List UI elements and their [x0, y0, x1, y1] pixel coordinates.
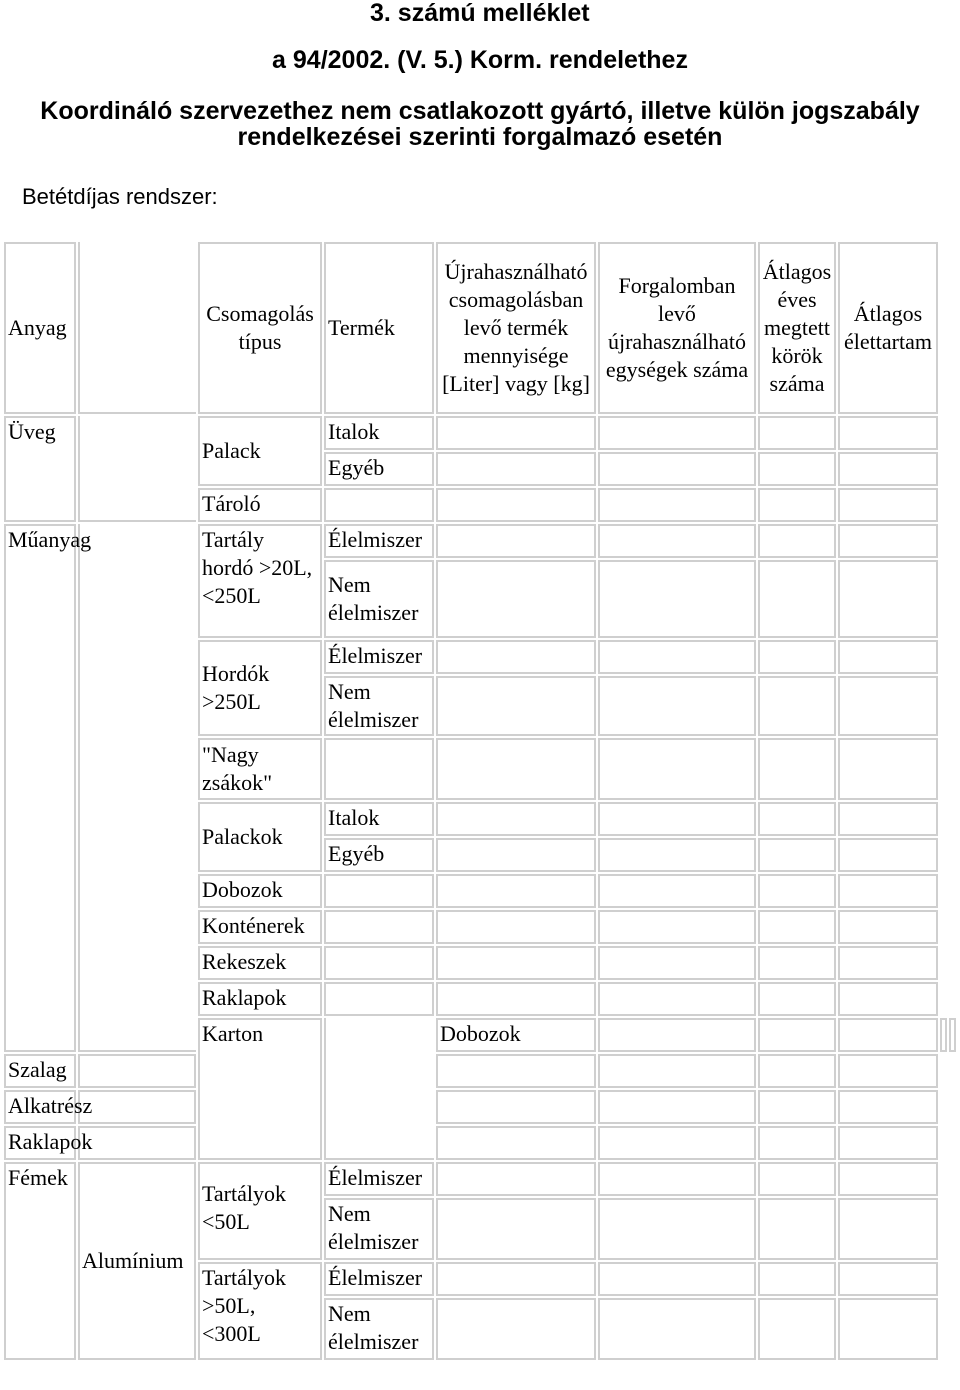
product-italok: Italok [324, 416, 434, 450]
input-cell[interactable] [758, 1198, 836, 1260]
input-cell[interactable] [598, 738, 756, 800]
col-elettartam-header: Átlagos élettartam [838, 242, 938, 414]
input-cell[interactable] [598, 1198, 756, 1260]
col-mennyiseg-header: Újrahasználható csomagolásban levő termék mennyisége [Liter] vagy [kg] [436, 242, 596, 414]
input-cell[interactable] [838, 560, 938, 638]
input-cell[interactable] [436, 1298, 596, 1360]
packaging-kontenerek: Konténerek [198, 910, 322, 944]
empty-cell [324, 738, 434, 800]
empty-cell [324, 946, 434, 980]
packaging-raklapok: Raklapok [198, 982, 322, 1016]
input-cell[interactable] [598, 1262, 756, 1296]
empty-cell [324, 982, 434, 1016]
input-cell[interactable] [598, 874, 756, 908]
input-cell[interactable] [940, 1018, 947, 1052]
empty-cell [78, 416, 196, 522]
input-cell[interactable] [598, 640, 756, 674]
packaging-dobozok: Dobozok [436, 1018, 596, 1052]
product-elelmiszer: Élelmiszer [324, 1262, 434, 1296]
empty-cell [324, 874, 434, 908]
col-csomagolas-header: Csomagolás típus [198, 242, 322, 414]
material-uveg: Üveg [4, 416, 76, 522]
input-cell[interactable] [758, 1298, 836, 1360]
input-cell[interactable] [758, 1090, 836, 1124]
input-cell[interactable] [838, 838, 938, 872]
input-cell[interactable] [838, 676, 938, 736]
input-cell[interactable] [436, 738, 596, 800]
input-cell[interactable] [436, 1090, 596, 1124]
input-cell[interactable] [838, 524, 938, 558]
input-cell[interactable] [758, 1054, 836, 1088]
input-cell[interactable] [598, 1162, 756, 1196]
input-cell[interactable] [838, 874, 938, 908]
input-cell[interactable] [598, 676, 756, 736]
product-egyeb: Egyéb [324, 452, 434, 486]
packaging-szalag: Szalag [4, 1054, 76, 1088]
product-nem-elelmiszer: Nem élelmiszer [324, 1198, 434, 1260]
input-cell[interactable] [838, 1054, 938, 1088]
input-cell[interactable] [838, 1262, 938, 1296]
product-nem-elelmiszer: Nem élelmiszer [324, 560, 434, 638]
empty-cell [78, 1126, 196, 1160]
packaging-tarolo: Tároló [198, 488, 322, 522]
input-cell[interactable] [838, 640, 938, 674]
table-row [4, 416, 956, 450]
input-cell[interactable] [436, 452, 596, 486]
input-cell[interactable] [838, 1162, 938, 1196]
input-cell[interactable] [758, 838, 836, 872]
document-subtitle [0, 98, 960, 150]
input-cell[interactable] [838, 982, 938, 1016]
input-cell[interactable] [758, 524, 836, 558]
input-cell[interactable] [598, 838, 756, 872]
input-cell[interactable] [838, 1018, 938, 1052]
input-cell[interactable] [598, 910, 756, 944]
empty-cell [78, 1090, 196, 1124]
col-anyag-header: Anyag [4, 242, 76, 414]
input-cell[interactable] [436, 524, 596, 558]
input-cell[interactable] [598, 560, 756, 638]
table-row [4, 1126, 956, 1160]
material-femek: Fémek [4, 1162, 76, 1360]
input-cell[interactable] [758, 676, 836, 736]
input-cell[interactable] [598, 524, 756, 558]
input-cell[interactable] [598, 1090, 756, 1124]
input-cell[interactable] [436, 640, 596, 674]
input-cell[interactable] [758, 1262, 836, 1296]
col-korok-header: Átlagos éves megtett körök száma [758, 242, 836, 414]
input-cell[interactable] [838, 738, 938, 800]
input-cell[interactable] [838, 1090, 938, 1124]
input-cell[interactable] [598, 488, 756, 522]
input-cell[interactable] [436, 676, 596, 736]
input-cell[interactable] [758, 946, 836, 980]
col-termek-header: Termék [324, 242, 434, 414]
input-cell[interactable] [436, 910, 596, 944]
empty-cell [78, 524, 196, 1052]
input-cell[interactable] [598, 452, 756, 486]
packaging-tartaly: Tartály hordó >20L, <250L [198, 524, 322, 638]
empty-cell [598, 1018, 756, 1052]
packaging-tartalyok-300: Tartályok >50L, <300L [198, 1262, 322, 1360]
subtitle-line-1: Koordináló szervezethez nem csatlakozott gyártó, illetve külön jogszabály [40, 97, 920, 125]
input-cell[interactable] [838, 452, 938, 486]
material-aluminium: Alumínium [78, 1162, 196, 1360]
material-muanyag: Műanyag [4, 524, 76, 1052]
input-cell[interactable] [758, 802, 836, 836]
table-row [4, 1090, 956, 1124]
input-cell[interactable] [758, 640, 836, 674]
input-cell[interactable] [436, 874, 596, 908]
packaging-rekeszek: Rekeszek [198, 946, 322, 980]
input-cell[interactable] [758, 560, 836, 638]
empty-cell [324, 488, 434, 522]
input-cell[interactable] [436, 1198, 596, 1260]
input-cell[interactable] [598, 1298, 756, 1360]
input-cell[interactable] [838, 946, 938, 980]
product-elelmiszer: Élelmiszer [324, 640, 434, 674]
input-cell[interactable] [758, 1162, 836, 1196]
input-cell[interactable] [436, 838, 596, 872]
empty-cell [324, 1018, 434, 1160]
col-forgalom-header: Forgalomban levő újrahasználható egységek száma [598, 242, 756, 414]
input-cell[interactable] [598, 1126, 756, 1160]
packaging-alkatresz: Alkatrész [4, 1090, 76, 1124]
input-cell[interactable] [838, 488, 938, 522]
product-nem-elelmiszer: Nem élelmiszer [324, 1298, 434, 1360]
input-cell[interactable] [758, 738, 836, 800]
input-cell[interactable] [598, 416, 756, 450]
packaging-palackok: Palackok [198, 802, 322, 872]
input-cell[interactable] [758, 488, 836, 522]
input-cell[interactable] [598, 802, 756, 836]
input-cell[interactable] [838, 802, 938, 836]
input-cell[interactable] [758, 874, 836, 908]
empty-cell [324, 910, 434, 944]
product-egyeb: Egyéb [324, 838, 434, 872]
input-cell[interactable] [758, 1126, 836, 1160]
table-row [4, 524, 956, 558]
input-cell[interactable] [758, 1018, 836, 1052]
input-cell[interactable] [436, 802, 596, 836]
reporting-table [2, 240, 958, 1362]
table-row [4, 1162, 956, 1196]
packaging-hordok: Hordók >250L [198, 640, 322, 736]
input-cell[interactable] [838, 1198, 938, 1260]
input-cell[interactable] [436, 560, 596, 638]
input-cell[interactable] [758, 416, 836, 450]
input-cell[interactable] [758, 452, 836, 486]
input-cell[interactable] [758, 982, 836, 1016]
input-cell[interactable] [838, 910, 938, 944]
product-elelmiszer: Élelmiszer [324, 524, 434, 558]
input-cell[interactable] [949, 1018, 956, 1052]
input-cell[interactable] [436, 1126, 596, 1160]
input-cell[interactable] [436, 1054, 596, 1088]
header-row [4, 242, 956, 414]
input-cell[interactable] [838, 1126, 938, 1160]
subtitle-line-2: rendelkezései szerinti forgalmazó esetén [237, 123, 723, 151]
packaging-raklapok: Raklapok [4, 1126, 76, 1160]
material-karton: Karton [198, 1018, 322, 1160]
decree-reference: a 94/2002. (V. 5.) Korm. rendelethez [272, 46, 688, 74]
input-cell[interactable] [436, 982, 596, 1016]
input-cell[interactable] [598, 1054, 756, 1088]
input-cell[interactable] [436, 1162, 596, 1196]
input-cell[interactable] [838, 416, 938, 450]
input-cell[interactable] [436, 946, 596, 980]
input-cell[interactable] [758, 910, 836, 944]
table-row [4, 1054, 956, 1088]
input-cell[interactable] [838, 1298, 938, 1360]
empty-cell [78, 1054, 196, 1088]
input-cell[interactable] [436, 488, 596, 522]
packaging-nagy-zsakok: "Nagy zsákok" [198, 738, 322, 800]
product-elelmiszer: Élelmiszer [324, 1162, 434, 1196]
product-italok: Italok [324, 802, 434, 836]
input-cell[interactable] [598, 946, 756, 980]
input-cell[interactable] [436, 1262, 596, 1296]
system-label: Betétdíjas rendszer: [22, 184, 218, 209]
packaging-tartalyok-50: Tartályok <50L [198, 1162, 322, 1260]
input-cell[interactable] [436, 416, 596, 450]
input-cell[interactable] [598, 982, 756, 1016]
packaging-palack: Palack [198, 416, 322, 486]
product-nem-elelmiszer: Nem élelmiszer [324, 676, 434, 736]
annex-title: 3. számú melléklet [370, 0, 590, 27]
col-spacer-header [78, 242, 196, 414]
packaging-dobozok: Dobozok [198, 874, 322, 908]
